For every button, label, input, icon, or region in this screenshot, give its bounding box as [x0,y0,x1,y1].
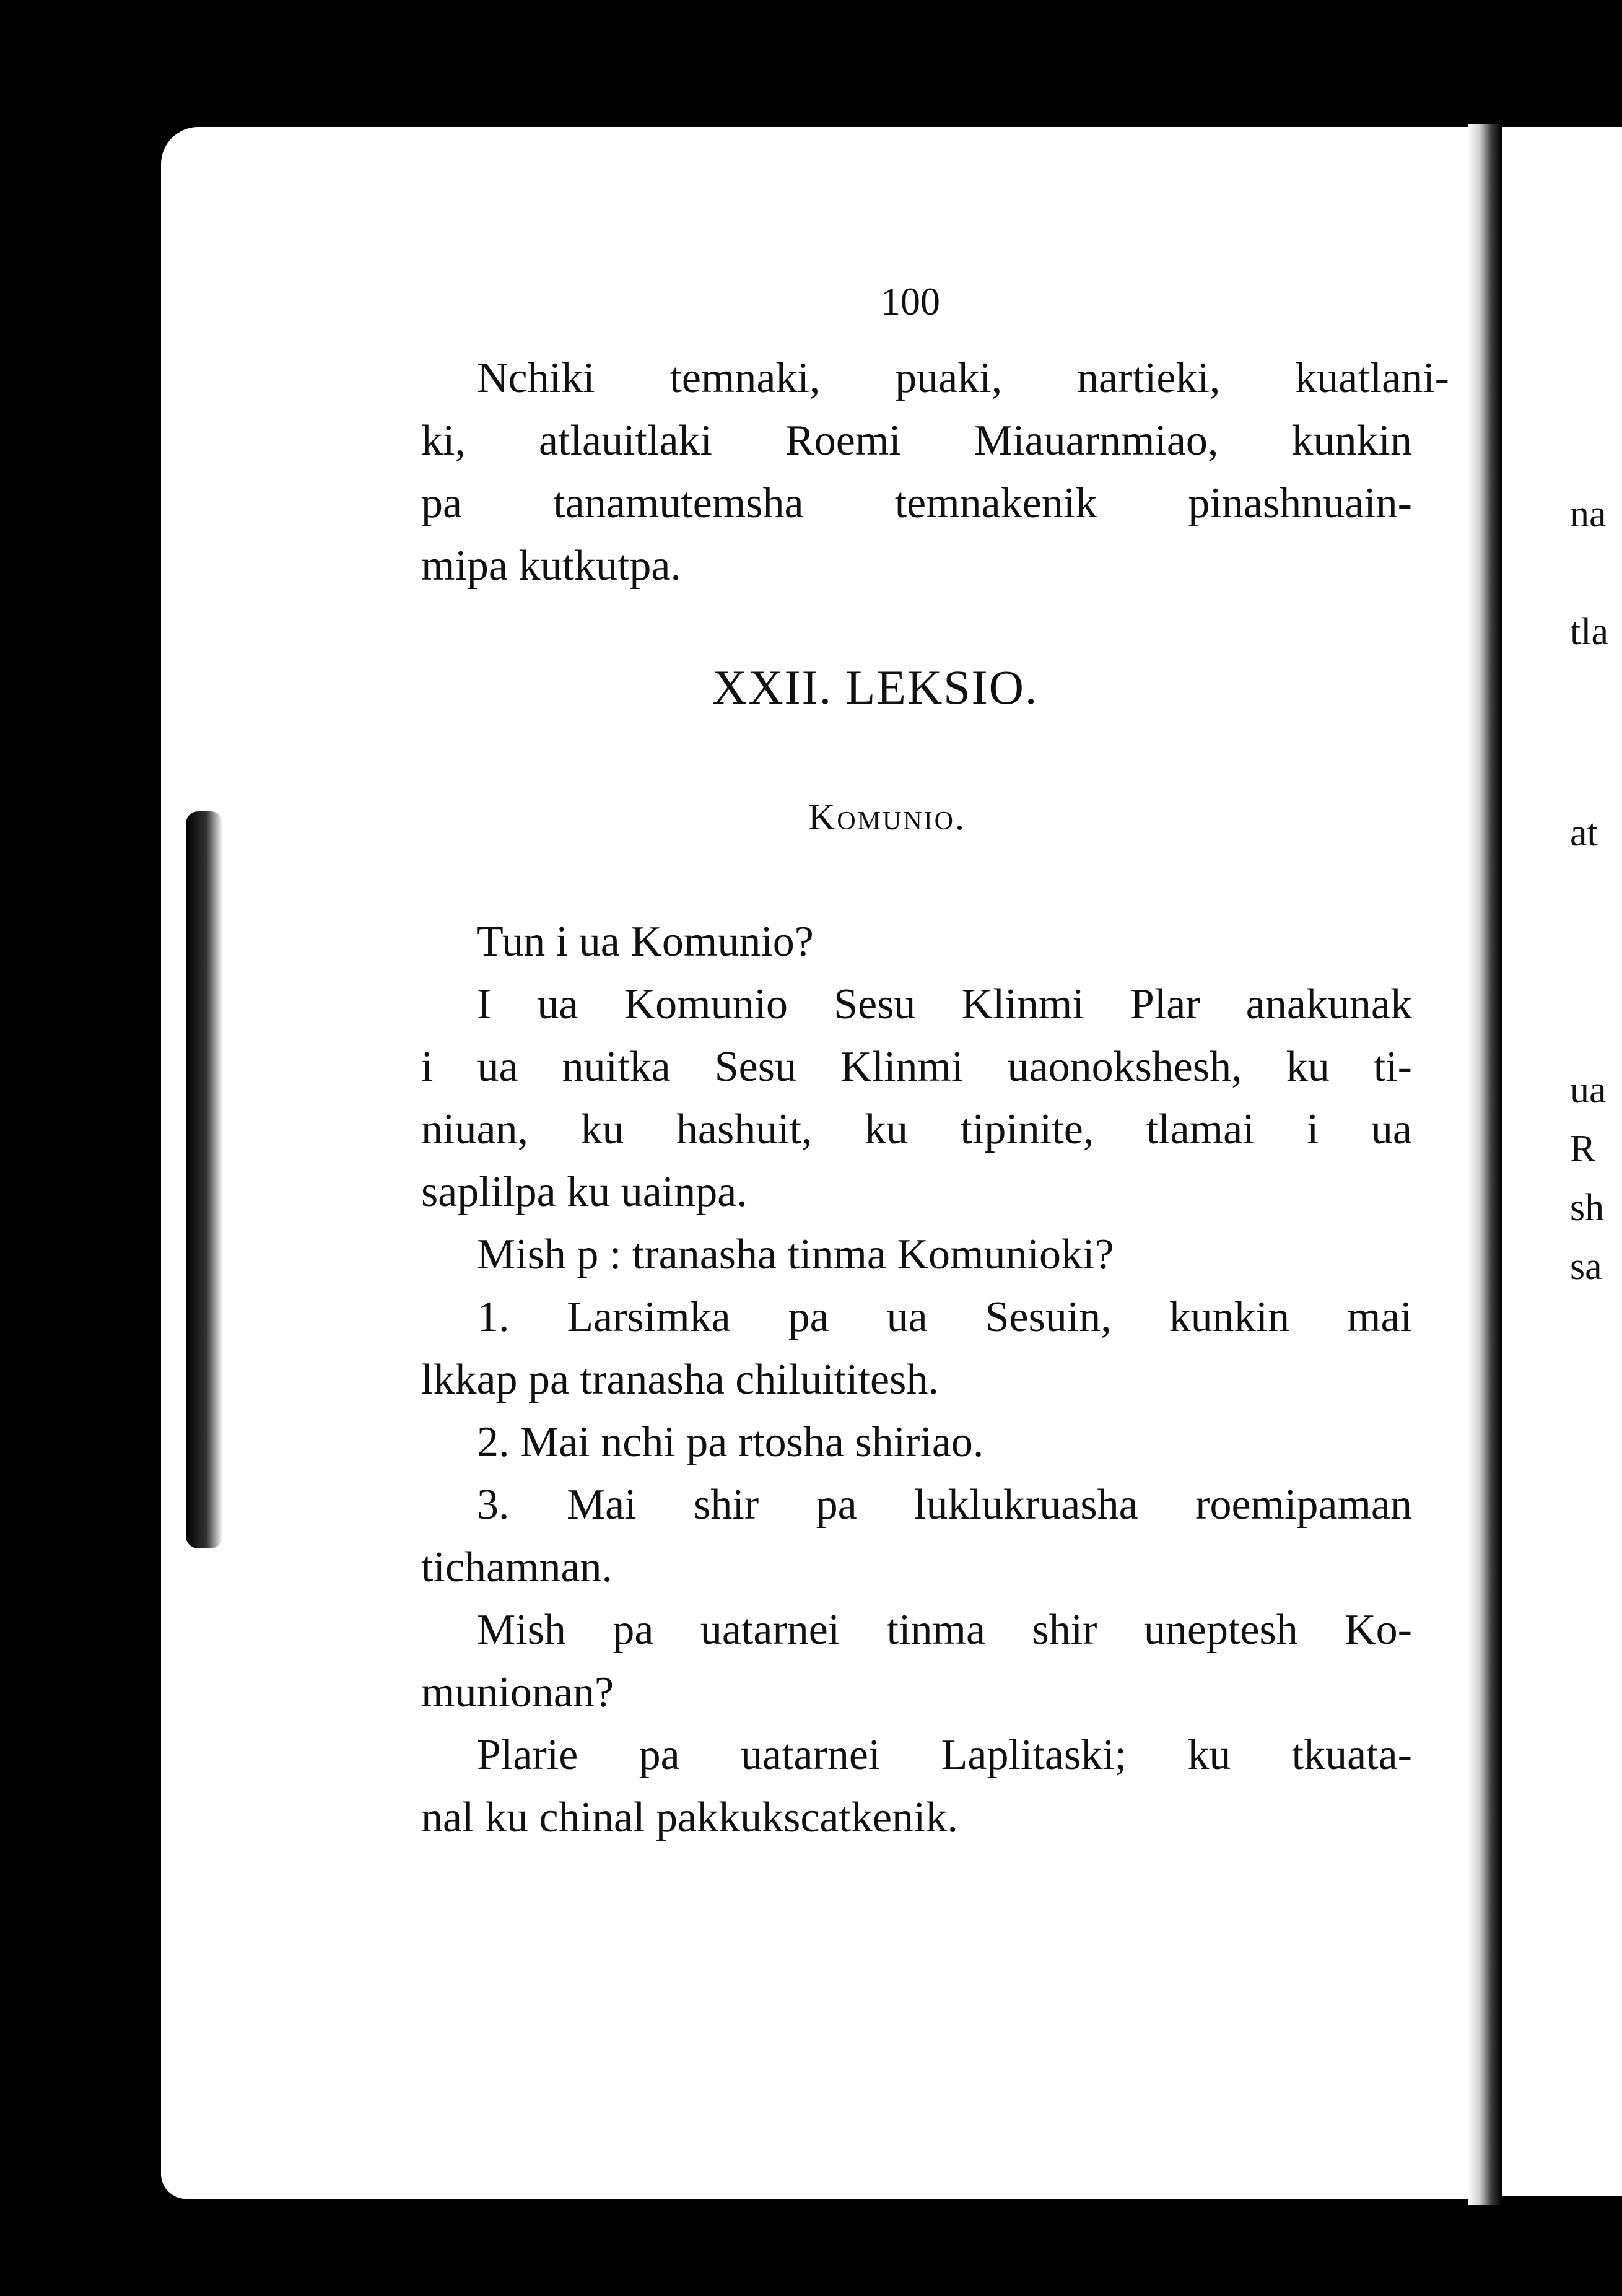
next-page-fragment: at [1570,812,1598,854]
lesson-subheading: Komunio. [808,797,966,837]
text-line-content: tichamnan. [421,1543,613,1591]
book-spine [1468,124,1502,2205]
text-line [421,1724,1412,1786]
question-line [421,910,1412,973]
page-edge-shadow [186,811,223,1548]
next-page-fragment: ua [1570,1069,1607,1111]
text-line-content: 1. Larsimka pa ua Sesuin, kunkin mai [477,1293,1412,1341]
text-line [421,1411,1412,1473]
text-line-content: 3. Mai shir pa luklukruasha roemipaman [477,1481,1412,1529]
lesson-body [421,910,1412,1849]
text-line [421,347,1449,409]
text-line [421,1661,1412,1724]
text-line-content: mipa kutkutpa. [421,542,681,590]
text-line [421,1786,1412,1849]
text-line-content: Plarie pa uatarnei Laplitaski; ku tkuata- [477,1731,1412,1779]
next-page-fragment: sh [1570,1187,1605,1229]
next-page-fragment: na [1570,493,1607,535]
text-line-content: munionan? [421,1669,614,1716]
next-page-fragment: sa [1570,1246,1602,1288]
text-line-content: Nchiki temnaki, puaki, nartieki, kuatlani- [477,354,1449,402]
text-line-content: Tun i ua Komunio? [477,918,814,966]
text-line [421,1348,1412,1411]
next-page-fragment: tla [1570,611,1608,653]
question-line [421,1599,1412,1661]
text-line-content: i ua nuitka Sesu Klinmi uaonokshesh, ku ti- [421,1043,1412,1091]
text-line [421,1473,1412,1536]
lesson-heading: XXII. LEKSIO. [712,660,1039,714]
page-number: 100 [881,279,940,323]
text-line [421,1286,1412,1348]
text-line-content: pa tanamutemsha temnakenik pinashnuain- [421,479,1412,527]
text-line-content: ki, atlauitlaki Roemi Miauarnmiao, kunkin [421,417,1412,465]
text-line [421,1161,1412,1223]
text-line [421,472,1412,535]
next-page-edge [1502,127,1622,2196]
text-line [421,973,1412,1036]
text-line-content: nal ku chinal pakkukscatkenik. [421,1794,958,1841]
text-line [421,1536,1412,1599]
intro-paragraph [421,347,1449,597]
next-page-fragment: R [1570,1128,1596,1170]
text-line-content: saplilpa ku uainpa. [421,1168,748,1216]
text-line-content: Mish pa uatarnei tinma shir uneptesh Ko- [477,1606,1412,1654]
text-line [421,1036,1412,1098]
text-line-content: I ua Komunio Sesu Klinmi Plar anakunak [477,980,1412,1028]
text-line-content: 2. Mai nchi pa rtosha shiriao. [477,1418,984,1466]
text-line-content: niuan, ku hashuit, ku tipinite, tlamai i ua [421,1106,1412,1153]
text-line-content: lkkap pa tranasha chiluititesh. [421,1356,939,1403]
text-line [421,535,1412,597]
text-line-content: Mish p : tranasha tinma Komunioki? [477,1231,1114,1278]
text-line [421,1098,1412,1161]
question-line [421,1223,1412,1286]
text-line [421,409,1412,472]
